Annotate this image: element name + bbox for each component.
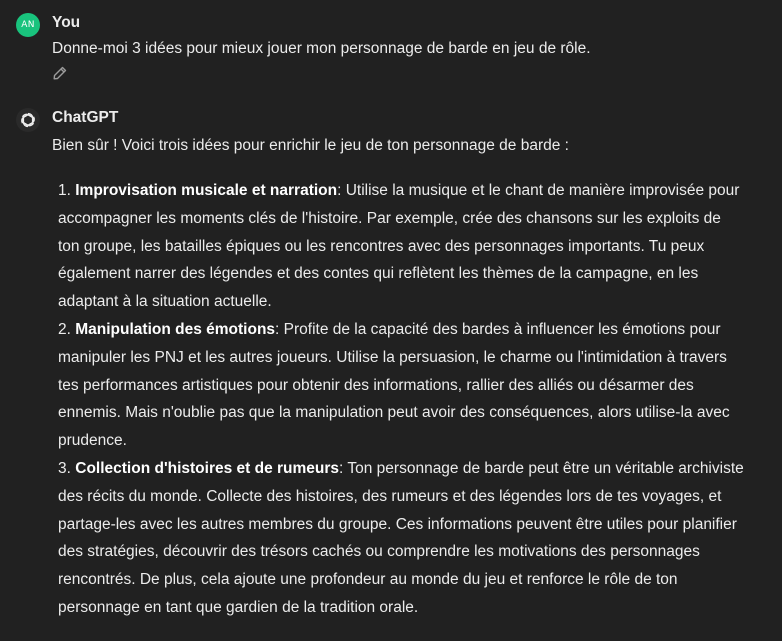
list-item-number: 1. <box>58 182 71 199</box>
user-message <box>16 13 766 93</box>
list-item-number: 2. <box>58 320 71 338</box>
assistant-message <box>16 108 766 638</box>
openai-logo-icon <box>16 108 40 132</box>
list-item <box>58 316 746 455</box>
user-avatar: AN <box>16 13 40 37</box>
list-item-title: Collection d'histoires et de rumeurs <box>75 459 340 477</box>
list-item-number: 3. <box>58 459 71 477</box>
ideas-list <box>58 177 746 622</box>
assistant-intro-text: Bien sûr ! Voici trois idées pour enrichir le jeu de ton personnage de barde : <box>52 137 569 154</box>
list-item-text: : Utilise la musique et le chant de manière improvisée pour accompagner les moments clés de l'histoire. Par exemple, crée des chansons sur les exploits de ton groupe, les batailles épiques ou les rencontres avec des personnages importants. Tu peux également narrer des légendes et des contes qui reflètent les thèmes de la campagne, en les adaptant à la situation actuelle. <box>58 182 740 311</box>
list-item-title: Manipulation des émotions <box>75 320 276 338</box>
pencil-icon[interactable] <box>52 65 68 81</box>
user-author-label: You <box>52 14 81 31</box>
user-message-text: Donne-moi 3 idées pour mieux jouer mon personnage de barde en jeu de rôle. <box>52 40 591 57</box>
assistant-author-label: ChatGPT <box>52 109 119 126</box>
list-item <box>58 177 746 316</box>
list-item-text: : Profite de la capacité des bardes à influencer les émotions pour manipuler les PNJ et les autres joueurs. Utilise la persuasion, le charme ou l'intimidation à travers tes performances artistiques pour obtenir des informations, rallier des alliés ou désarmer des ennemis. Mais n'oublie pas que la manipulation peut avoir des conséquences, alors utilise-la avec prudence. <box>58 320 730 450</box>
list-item <box>58 455 746 622</box>
list-item-title: Improvisation musicale et narration <box>75 182 338 199</box>
list-item-text: : Ton personnage de barde peut être un véritable archiviste des récits du monde. Collecte des histoires, des rumeurs et des légendes lors de tes voyages, et partage-les avec les autres membres du groupe. Ces informations peuvent être utiles pour planifier des stratégies, découvrir des trésors cachés ou comprendre les motivations des personnages rencontrés. De plus, cela ajoute une profondeur au monde du jeu et renforce le rôle de ton personnage en tant que gardien de la tradition orale. <box>58 459 744 616</box>
